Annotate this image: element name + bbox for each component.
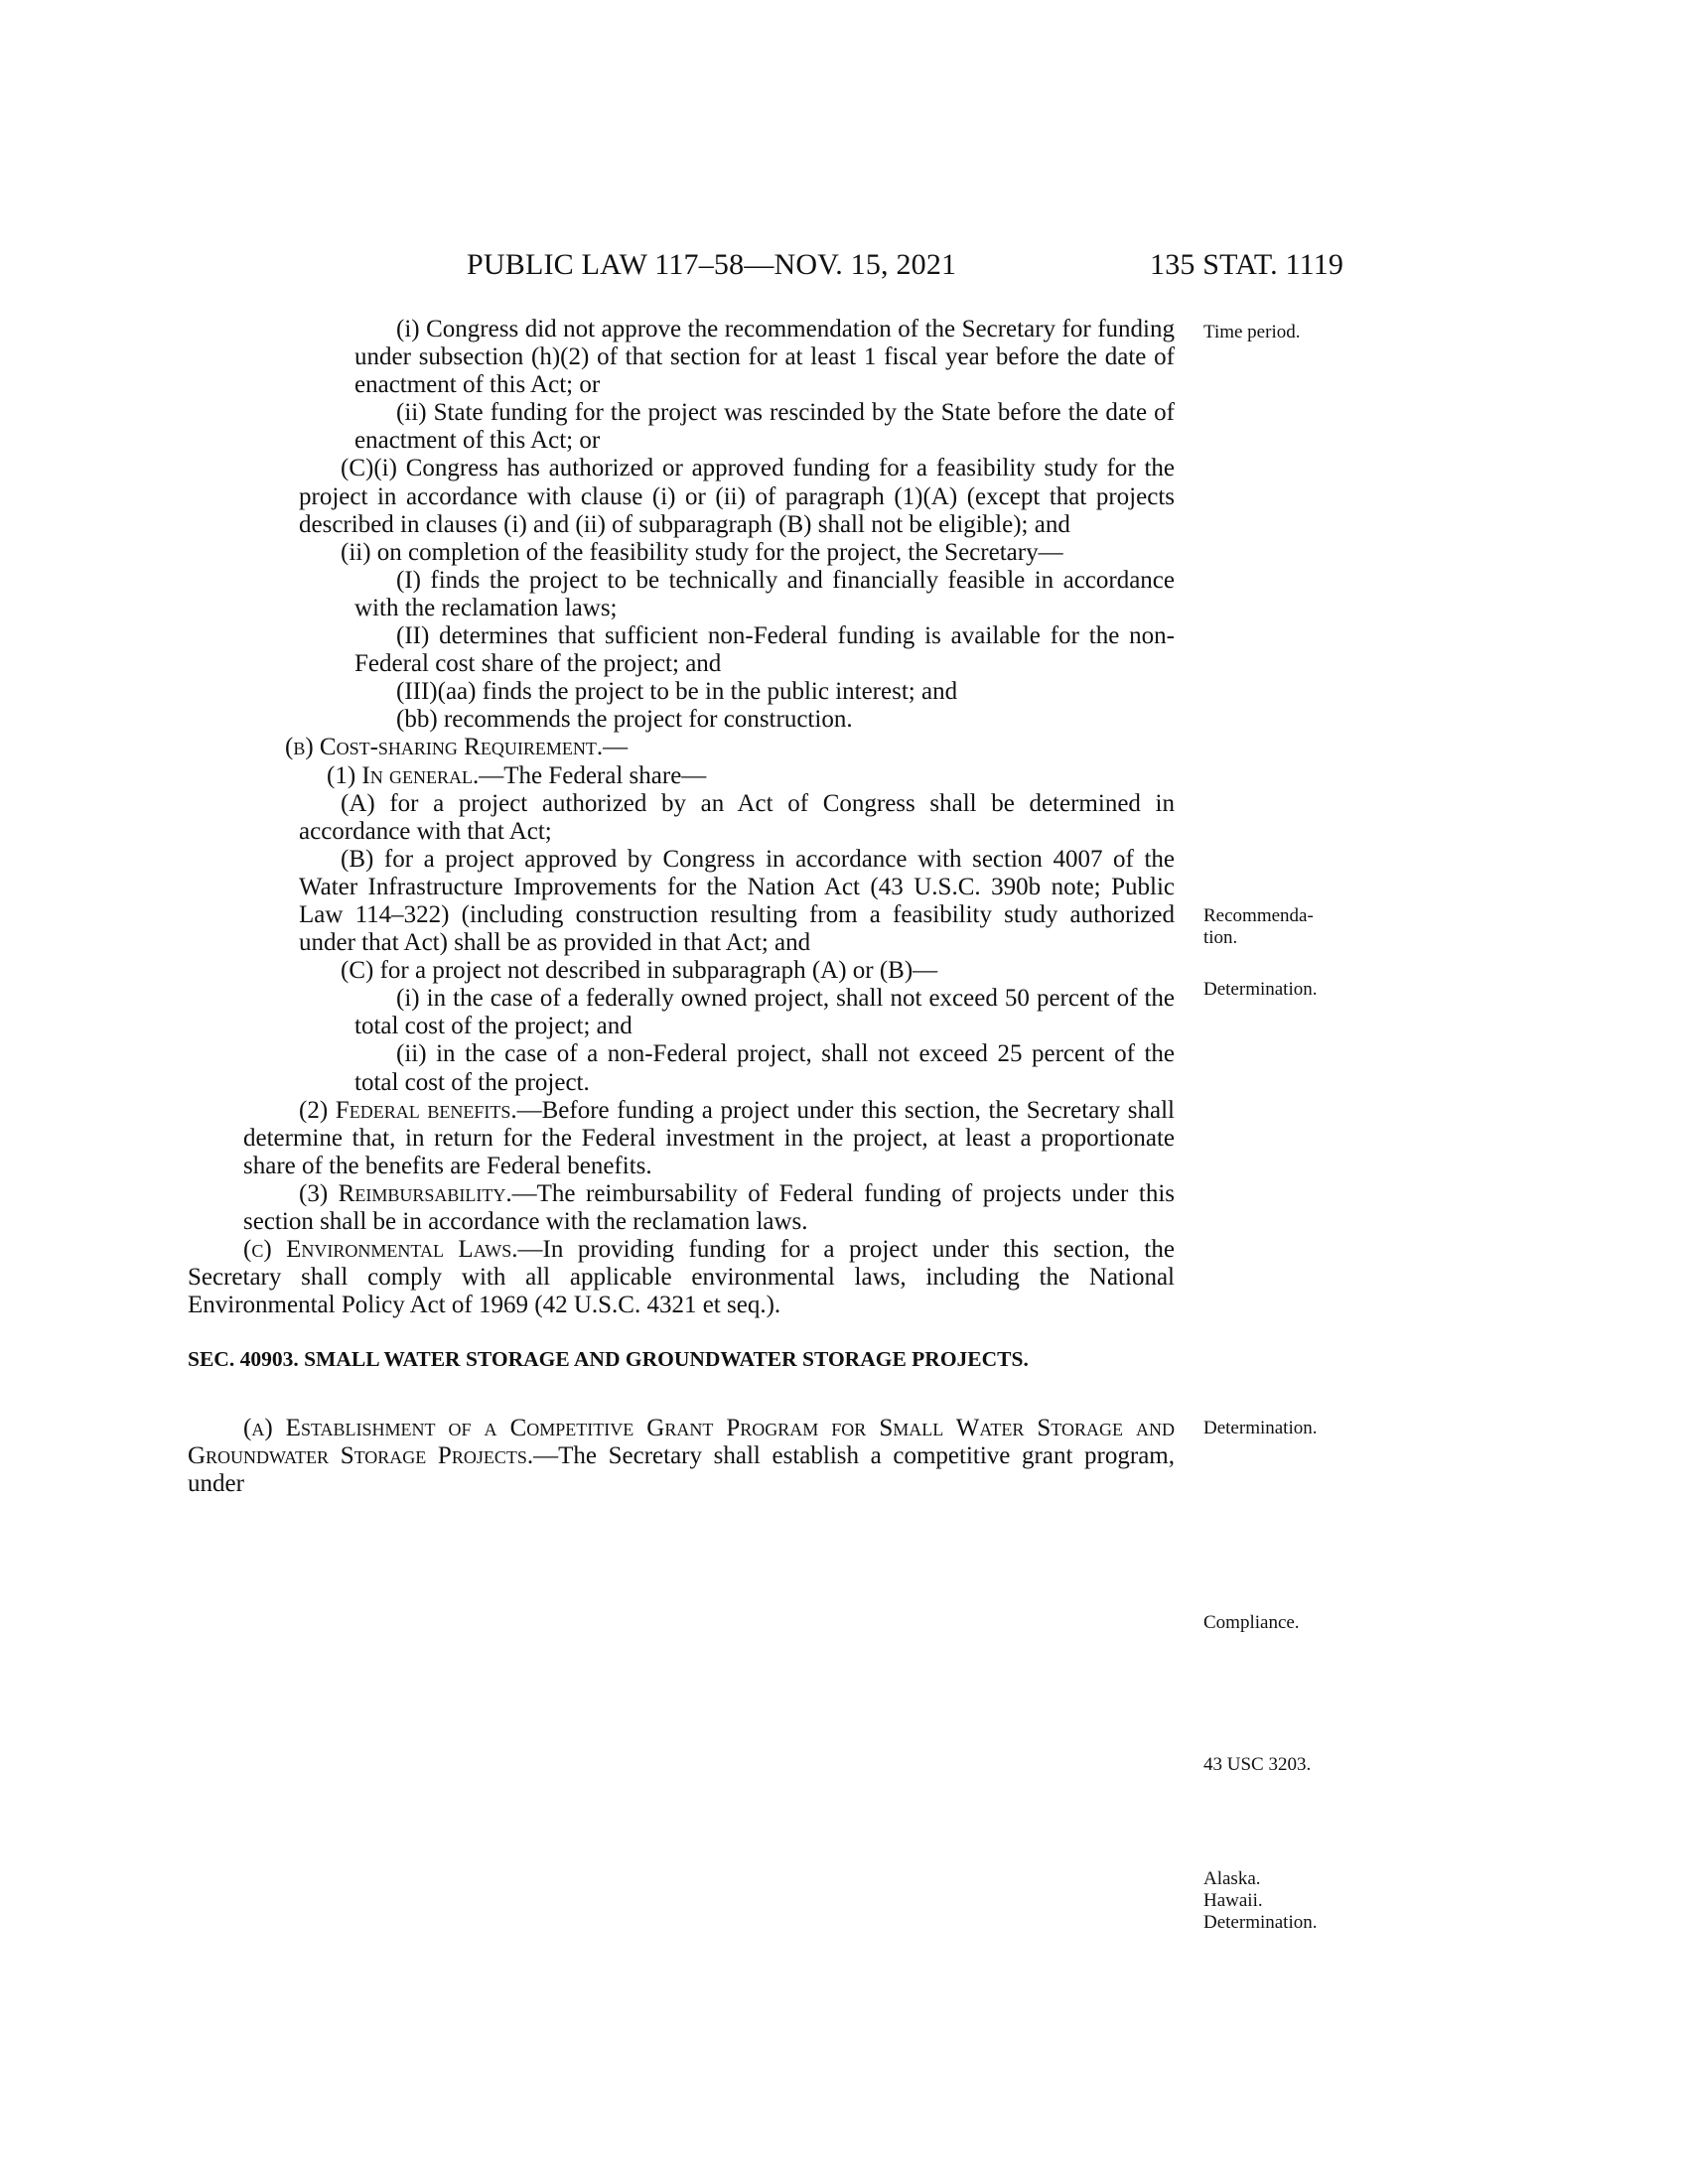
- paragraph-heading: (3) Reimbursability.: [299, 1179, 512, 1207]
- margin-note: Determination.: [1203, 979, 1318, 1000]
- margin-note: Determination.: [1203, 1418, 1318, 1438]
- margin-note: tion.: [1203, 927, 1238, 948]
- margin-note: Time period.: [1203, 322, 1301, 342]
- paragraph: (bb) recommends the project for construction.: [396, 706, 853, 734]
- margin-note: Alaska.: [1203, 1868, 1261, 1889]
- paragraph-text: —Before funding a project under this section, the Secretary shall determine that, in return for the Federal investment in the project, at least a proportionate share of the benefits are Federal benefits.: [243, 1096, 1175, 1179]
- section-heading: SEC. 40903. SMALL WATER STORAGE AND GROUNDWATER STORAGE PROJECTS.: [188, 1347, 1029, 1372]
- paragraph: [243, 1180, 1175, 1236]
- paragraph-text: —The reimbursability of Federal funding of projects under this section shall be in accordance with the reclamation laws.: [243, 1179, 1175, 1235]
- margin-note: Compliance.: [1203, 1612, 1300, 1633]
- page-body: [188, 316, 1175, 1498]
- paragraph-text: —The Federal share—: [479, 761, 707, 789]
- margin-note: Recommenda-: [1203, 905, 1314, 926]
- paragraph-heading: (a) Establishment of a Competitive Grant Program for Small Water Storage and Groundwater Storage Projects.: [188, 1414, 1175, 1469]
- paragraph: (i) Congress did not approve the recommendation of the Secretary for funding under subsection (h)(2) of that section for at least 1 fiscal year before the date of enactment of this Act; or: [354, 316, 1175, 399]
- paragraph: (ii) State funding for the project was rescinded by the State before the date of enactment of this Act; or: [354, 399, 1175, 455]
- paragraph: (A) for a project authorized by an Act of Congress shall be determined in accordance with that Act;: [299, 789, 1175, 845]
- paragraph: [299, 762, 1175, 790]
- margin-note: 43 USC 3203.: [1203, 1754, 1312, 1775]
- paragraph: (i) in the case of a federally owned project, shall not exceed 50 percent of the total cost of the project; and: [354, 985, 1175, 1040]
- paragraph-heading: (2) Federal benefits.: [299, 1096, 517, 1124]
- paragraph: (ii) on completion of the feasibility study for the project, the Secretary—: [341, 538, 1063, 566]
- paragraph: (I) finds the project to be technically and financially feasible in accordance with the reclamation laws;: [354, 566, 1175, 621]
- margin-note: Hawaii.: [1203, 1890, 1263, 1911]
- paragraph-text: —The Secretary shall establish a competitive grant program, under: [188, 1441, 1175, 1498]
- paragraph: (B) for a project approved by Congress in accordance with section 4007 of the Water Infrastructure Improvements for the Nation Act (43 U.S.C. 390b note; Public Law 114–322) (including construction resulting from a feasibility study authorized under that Act) shall be as provided in that Act; and: [299, 845, 1175, 957]
- paragraph: (C) for a project not described in subparagraph (A) or (B)—: [341, 957, 938, 985]
- paragraph-text: —In providing funding for a project under this section, the Secretary shall comply with all applicable environmental laws, including the National Environmental Policy Act of 1969 (42 U.S.C. 4321 et seq.).: [188, 1236, 1175, 1319]
- spacer: [299, 1395, 1175, 1415]
- subsection-heading-text: (b) Cost-sharing Requirement.—: [285, 734, 629, 761]
- paragraph: (C)(i) Congress has authorized or approved funding for a feasibility study for the project in accordance with clause (i) or (ii) of paragraph (1)(A) (except that projects described in clauses (i) and (ii) of subparagraph (B) shall not be eligible); and: [299, 455, 1175, 538]
- paragraph-heading: (c) Environmental Laws.: [243, 1236, 518, 1264]
- paragraph: (II) determines that sufficient non-Federal funding is available for the non-Federal cost share of the project; and: [354, 622, 1175, 678]
- paragraph: [243, 1097, 1175, 1180]
- paragraph-heading: (1) In general.: [327, 761, 480, 789]
- paragraph: [188, 1415, 1175, 1498]
- paragraph: [188, 1236, 1175, 1319]
- paragraph: (ii) in the case of a non-Federal project, shall not exceed 25 percent of the total cost of the project.: [354, 1040, 1175, 1096]
- margin-note: Determination.: [1203, 1912, 1318, 1933]
- paragraph: (III)(aa) finds the project to be in the public interest; and: [396, 678, 958, 706]
- running-header-page-number: 135 STAT. 1119: [1150, 248, 1344, 281]
- subsection-heading: [285, 734, 1175, 761]
- running-header-title: PUBLIC LAW 117–58—NOV. 15, 2021: [467, 248, 957, 281]
